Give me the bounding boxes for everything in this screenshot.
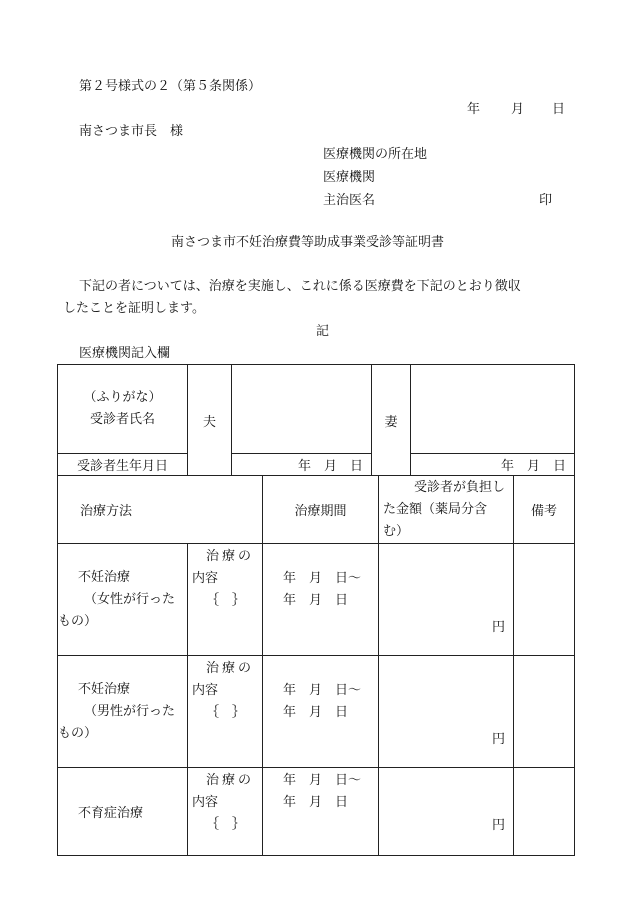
header-amount-line2: た金額（薬局分含 <box>383 501 488 517</box>
yen-unit: 円 <box>492 818 506 833</box>
amount-cell <box>379 768 514 856</box>
period-from: 年 月 日～ <box>283 571 362 586</box>
yen-unit: 円 <box>492 732 506 747</box>
content-label-line1: 治療の <box>206 773 255 788</box>
document-title: 南さつま市不妊治療費等助成事業受診等証明書 <box>171 235 445 250</box>
period-to: 年 月 日 <box>283 705 349 720</box>
husband-label: 夫 <box>202 414 216 430</box>
method-cell <box>58 768 188 856</box>
header-method-cell <box>58 476 263 544</box>
name-label: 受診者氏名 <box>89 412 155 427</box>
content-cell <box>188 656 263 768</box>
section-label: 医療機関記入欄 <box>79 346 171 361</box>
wife-name-cell <box>411 365 575 454</box>
header-amount-line1: 受診者が負担し <box>414 479 506 495</box>
period-cell <box>263 544 379 656</box>
header-period: 治療期間 <box>294 504 347 519</box>
header-method: 治療方法 <box>80 504 133 519</box>
birth-label: 受診者生年月日 <box>76 459 168 474</box>
method-line1: 不妊治療 <box>78 681 131 697</box>
content-brackets: ｛ ｝ <box>206 705 246 720</box>
method-line1: 不妊治療 <box>78 569 131 585</box>
date-month: 月 <box>511 102 525 117</box>
husband-label-cell <box>188 365 232 476</box>
content-cell <box>188 544 263 656</box>
body-text-line2: したことを証明します。 <box>63 301 205 316</box>
remarks-cell <box>514 768 575 856</box>
issuer-doctor-label: 主治医名 <box>323 193 376 208</box>
body-text-line1: 下記の者については、治療を実施し、これに係る医療費を下記のとおり徴収 <box>79 279 521 294</box>
wife-label: 妻 <box>384 414 398 430</box>
content-brackets: ｛ ｝ <box>206 817 246 832</box>
method-cell <box>58 544 188 656</box>
name-label-cell <box>58 365 188 454</box>
husband-birth-cell <box>232 454 372 476</box>
furigana-label: （ふりがな） <box>83 390 162 405</box>
method-line3: もの） <box>58 613 98 629</box>
husband-birth-date: 年 月 日 <box>297 459 363 474</box>
method-line3: もの） <box>58 725 98 741</box>
table-row <box>58 544 575 656</box>
birth-label-cell <box>58 454 188 476</box>
table-row <box>58 768 575 856</box>
period-from: 年 月 日～ <box>283 683 362 698</box>
amount-cell <box>379 656 514 768</box>
wife-birth-cell <box>411 454 575 476</box>
period-to: 年 月 日 <box>283 795 349 810</box>
header-remarks-cell <box>514 476 575 544</box>
method-line2: （男性が行った <box>84 703 176 719</box>
content-label-line1: 治療の <box>206 661 255 676</box>
content-cell <box>188 768 263 856</box>
method-line2: （女性が行った <box>84 591 176 607</box>
form-number: 第２号様式の２（第５条関係） <box>79 79 262 94</box>
amount-cell <box>379 544 514 656</box>
husband-name-cell <box>232 365 372 454</box>
yen-unit: 円 <box>492 620 506 635</box>
header-amount-cell <box>379 476 514 544</box>
table-row <box>58 656 575 768</box>
treatment-table <box>57 475 575 856</box>
method-line1: 不育症治療 <box>78 806 144 821</box>
remarks-cell <box>514 656 575 768</box>
period-to: 年 月 日 <box>283 593 349 608</box>
header-remarks: 備考 <box>531 504 558 519</box>
header-amount-line3: む） <box>383 523 410 539</box>
date-day: 日 <box>552 102 566 117</box>
remarks-cell <box>514 544 575 656</box>
date-year: 年 <box>467 102 481 117</box>
period-cell <box>263 768 379 856</box>
period-from: 年 月 日～ <box>283 773 362 788</box>
issuer-institution-label: 医療機関 <box>323 170 376 185</box>
wife-birth-date: 年 月 日 <box>500 459 566 474</box>
issuer-address-label: 医療機関の所在地 <box>323 147 428 162</box>
wife-label-cell <box>372 365 411 476</box>
ki-label: 記 <box>316 324 330 339</box>
content-label-line2: 内容 <box>192 571 219 586</box>
period-cell <box>263 656 379 768</box>
method-cell <box>58 656 188 768</box>
content-brackets: ｛ ｝ <box>206 593 246 608</box>
seal-mark: 印 <box>539 193 553 208</box>
header-period-cell <box>263 476 379 544</box>
content-label-line1: 治療の <box>206 549 255 564</box>
content-label-line2: 内容 <box>192 795 219 810</box>
content-label-line2: 内容 <box>192 683 219 698</box>
patient-table <box>57 364 575 476</box>
addressee: 南さつま市長 様 <box>79 124 184 139</box>
